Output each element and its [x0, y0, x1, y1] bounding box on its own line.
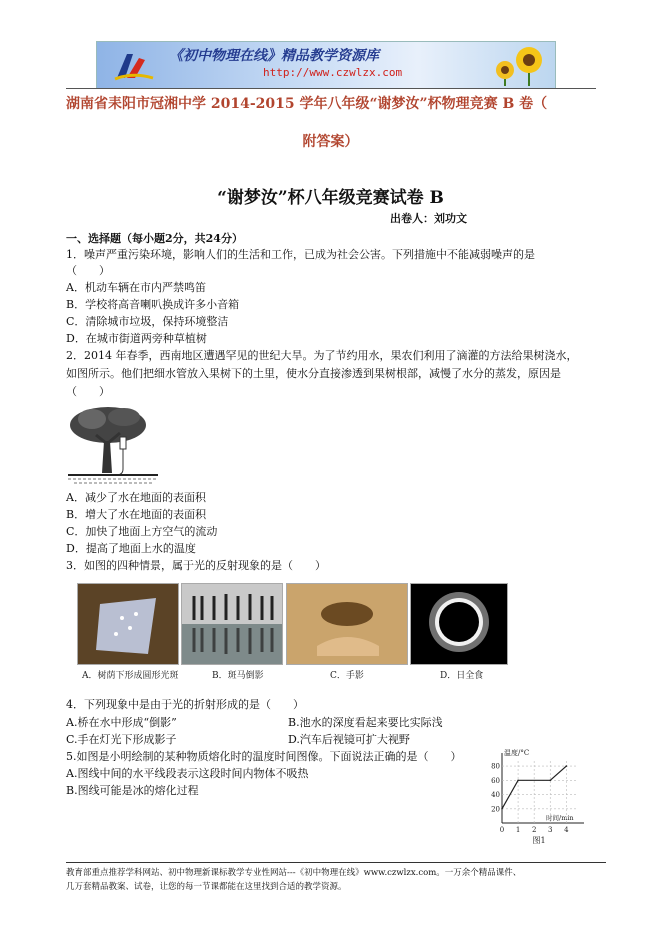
q3-stem: 3．如图的四种情景，属于光的反射现象的是（ ）: [66, 559, 326, 572]
q4-option-d: D.汽车后视镜可扩大视野: [288, 733, 410, 746]
exam-title: “谢梦汝”杯八年级竞赛试卷 B: [217, 188, 444, 208]
section-heading: 一、选择题（每小题2分，共24分）: [66, 232, 243, 245]
q4-stem: 4．下列现象中是由于光的折射形成的是（ ）: [66, 698, 304, 711]
header-banner: [96, 41, 556, 89]
site-logo-icon: [113, 48, 155, 82]
melting-graph: [486, 747, 594, 845]
q3-caption-b: B．斑马倒影: [212, 671, 264, 681]
q2-option-c: C．加快了地面上方空气的流动: [66, 525, 218, 538]
q2-option-b: B．增大了水在地面的表面积: [66, 508, 207, 521]
x-axis-label: 时间/min: [546, 814, 574, 822]
footer-line-1: 教育部重点推荐学科网站、初中物理新课标教学专业性网站---《初中物理在线》www.czwlzx.com。一万余个精品课件、: [66, 868, 522, 878]
sunflower-icon: [489, 44, 551, 86]
q3-caption-c: C．手影: [330, 671, 364, 681]
site-url[interactable]: http://www.czwlzx.com: [263, 66, 403, 79]
x-tick-label: 3: [548, 826, 553, 834]
q1-option-a: A．机动车辆在市内严禁鸣笛: [66, 281, 206, 294]
q1-option-c: C．清除城市垃圾，保持环境整洁: [66, 315, 229, 328]
q2-blank: （ ）: [66, 385, 110, 398]
q5-stem: 5.如图是小明绘制的某种物质熔化时的温度时间图像。下面说法正确的是（ ）: [66, 750, 462, 763]
q4-option-c: C.手在灯光下形成影子: [66, 733, 177, 746]
data-point: [517, 780, 519, 782]
q2-stem-cont: 如图所示。他们把细水管放入果树下的土里，使水分直接渗透到果树根部，减慢了水分的蒸发，原因是: [66, 367, 561, 380]
zebra-reflection-photo: [182, 584, 282, 664]
q3-image-b: [181, 583, 283, 665]
q4-option-a: A.桥在水中形成“倒影”: [66, 716, 177, 729]
q1-blank: （ ）: [66, 264, 110, 277]
y-tick-label: 60: [491, 776, 500, 785]
header-rule: [66, 88, 596, 89]
q3-image-a: [77, 583, 179, 665]
q1-option-d: D．在城市街道两旁种草植树: [66, 332, 207, 345]
q2-option-a: A．减少了水在地面的表面积: [66, 491, 206, 504]
light-spots-photo: [78, 584, 178, 664]
q5-option-b: B.图线可能是冰的熔化过程: [66, 784, 199, 797]
tree-drip-irrigation-figure: [68, 403, 158, 485]
exam-author: 出卷人：刘功文: [390, 212, 467, 225]
y-tick-label: 40: [491, 791, 500, 800]
q3-image-c: [286, 583, 408, 665]
y-tick-label: 80: [491, 762, 500, 771]
x-tick-label: 2: [531, 826, 537, 834]
data-point: [566, 765, 568, 767]
data-point: [501, 808, 503, 810]
footer-line-2: 几万套精品教案、试卷，让您的每一节课都能在这里找到合适的教学资源。: [66, 882, 347, 892]
x-tick-label: 1: [515, 826, 521, 834]
q2-option-d: D．提高了地面上水的温度: [66, 542, 196, 555]
q2-stem: 2．2014 年春季，西南地区遭遇罕见的世纪大旱。为了节约用水，果农们利用了滴灌的方法给果树浇水，: [66, 349, 578, 362]
site-name: 《初中物理在线》精品教学资源库: [169, 48, 379, 64]
x-tick-label: 0: [499, 826, 505, 834]
y-tick-label: 20: [491, 805, 500, 814]
page-footer: [66, 862, 606, 894]
q3-caption-a: A．树荫下形成圆形光斑: [82, 671, 179, 681]
q1-option-b: B．学校将高音喇叭换成许多小音箱: [66, 298, 240, 311]
q3-caption-d: D．日全食: [440, 671, 484, 681]
y-axis-label: 温度/°C: [504, 749, 530, 757]
x-tick-label: 4: [564, 826, 569, 834]
solar-eclipse-photo: [411, 584, 507, 664]
chart-title: 图1: [532, 836, 546, 845]
q5-option-a: A.图线中间的水平线段表示这段时间内物体不吸热: [66, 767, 309, 780]
data-point: [549, 780, 551, 782]
doc-title-cont: 附答案）: [302, 134, 359, 150]
doc-title: 湖南省耒阳市冠湘中学 2014-2015 学年八年级“谢梦汝”杯物理竞赛 B 卷（: [66, 96, 548, 112]
q3-image-d: [410, 583, 508, 665]
hand-shadow-photo: [287, 584, 407, 664]
q1-stem: 1．噪声严重污染环境，影响人们的生活和工作，已成为社会公害。下列措施中不能减弱噪声的是: [66, 248, 535, 261]
q4-option-b: B.池水的深度看起来要比实际浅: [288, 716, 443, 729]
